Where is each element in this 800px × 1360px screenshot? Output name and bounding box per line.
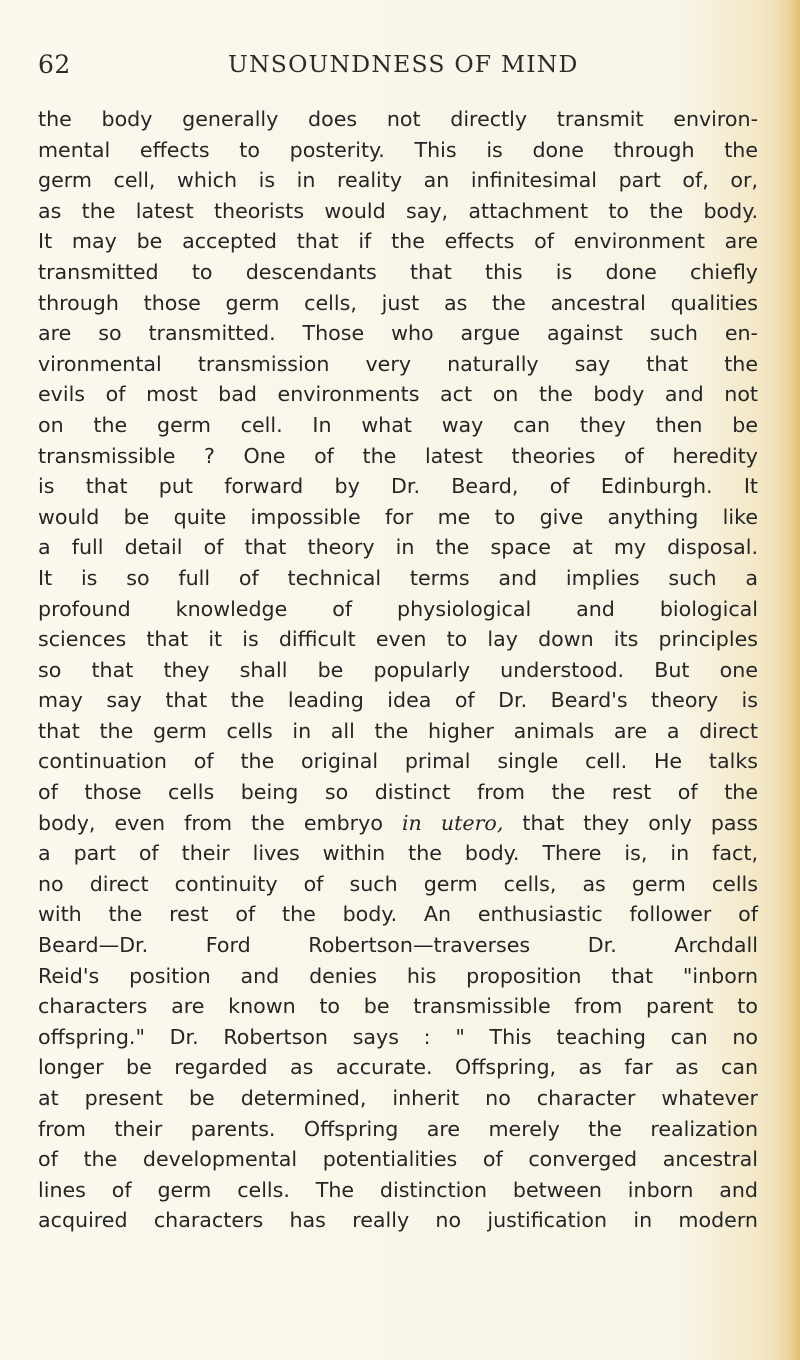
text-line: characters are known to be transmissible from parent to [38,994,758,1019]
text-line-with-italic [38,808,758,839]
text-line: the body generally does not directly transmit environ- [38,107,758,131]
text-line: so that they shall be popularly understood. But one [38,657,758,682]
text-line: It is so full of technical terms and implies such a [38,565,758,590]
text-line: a part of their lives within the body. There is, in fact, [38,841,758,866]
text-line: on the germ cell. In what way can they then be [38,412,758,437]
text-line: may say that the leading idea of Dr. Beard's theory is [38,688,758,713]
text-line: transmitted to descendants that this is done chiefly [38,259,758,284]
body-text [38,104,758,1236]
text-line: germ cell, which is in reality an infinitesimal part of, or, [38,168,758,193]
text-line: It may be accepted that if the effects of environment are [38,229,758,254]
text-line: sciences that it is difficult even to lay down its principles [38,627,758,652]
text-segment: body, even from the embryo [38,810,402,835]
text-line: lines of germ cells. The distinction between inborn and [38,1177,758,1202]
text-line: of the developmental potentialities of converged ancestral [38,1147,758,1172]
text-line: evils of most bad environments act on the body and not [38,382,758,407]
text-line: acquired characters has really no justification in modern [38,1208,758,1233]
text-line: at present be determined, inherit no character whatever [38,1086,758,1110]
text-line: no direct continuity of such germ cells, as germ cells [38,871,758,896]
text-line: vironmental transmission very naturally say that the [38,351,758,376]
text-line: a full detail of that theory in the space at my disposal. [38,535,758,560]
text-line: continuation of the original primal single cell. He talks [38,749,758,774]
text-line: profound knowledge of physiological and biological [38,596,758,621]
text-line: as the latest theorists would say, attachment to the body. [38,198,758,223]
text-line: would be quite impossible for me to give anything like [38,504,758,529]
text-segment: that they only pass [503,810,758,835]
text-line: of those cells being so distinct from the rest of the [38,780,758,805]
page-header [38,50,758,90]
text-line: transmissible ? One of the latest theories of heredity [38,443,758,468]
italic-phrase: in utero, [401,810,504,835]
text-line: longer be regarded as accurate. Offspring, as far as can [38,1055,758,1080]
text-line: Beard—Dr. Ford Robertson—traverses Dr. Archdall [38,933,758,958]
text-line: from their parents. Offspring are merely the realization [38,1116,758,1141]
text-line: Reid's position and denies his proposition that "inborn [38,963,758,988]
text-line: that the germ cells in all the higher animals are a direct [38,718,758,743]
page-number: 62 [38,50,71,79]
text-line: through those germ cells, just as the ancestral qualities [38,290,758,315]
text-line: are so transmitted. Those who argue against such en- [38,321,758,346]
text-line: offspring." Dr. Robertson says : " This teaching can no [38,1024,758,1049]
text-line: with the rest of the body. An enthusiastic follower of [38,902,758,927]
text-line: mental effects to posterity. This is done through the [38,137,758,162]
text-line: is that put forward by Dr. Beard, of Edinburgh. It [38,474,758,499]
running-head: UNSOUNDNESS OF MIND [228,50,579,78]
page-edge-shading [776,0,800,1360]
